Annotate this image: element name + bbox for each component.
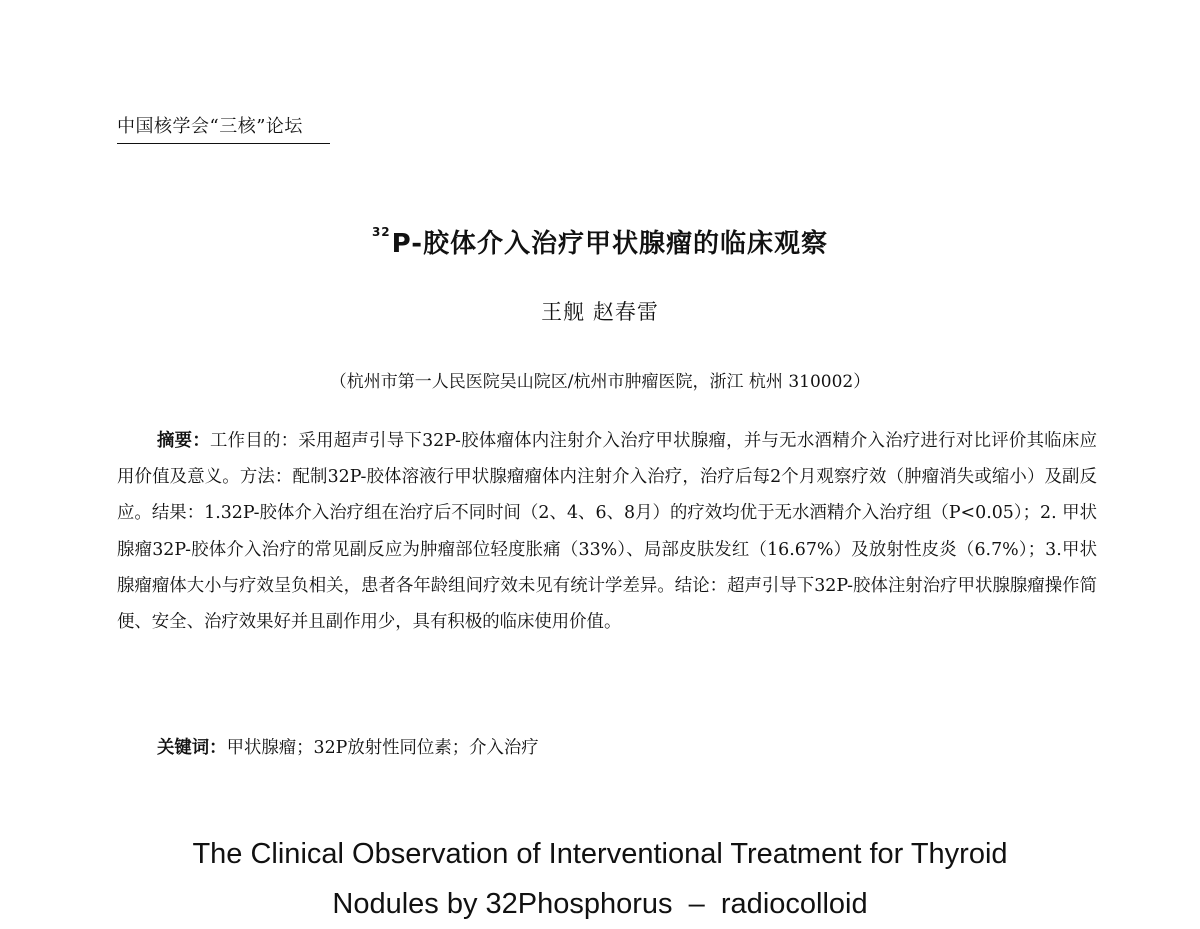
abstract-label: 摘要： — [157, 431, 211, 451]
keywords-text: 甲状腺瘤；32P放射性同位素；介入治疗 — [226, 738, 539, 758]
affiliation: （杭州市第一人民医院吴山院区/杭州市肿瘤医院，浙江 杭州 310002） — [329, 372, 871, 392]
abstract — [117, 423, 1097, 640]
isotope-superscript: 32 — [371, 225, 391, 239]
authors: 王舰 赵春雷 — [541, 300, 659, 324]
english-title — [0, 829, 1200, 929]
chinese-title — [0, 223, 1200, 260]
section-underline — [117, 143, 330, 144]
section-label: 中国核学会“三核”论坛 — [117, 116, 303, 137]
abstract-text: 工作目的：采用超声引导下32P-胶体瘤体内注射介入治疗甲状腺瘤，并与无水酒精介入治疗进行对比评价其临床应用价值及意义。方法：配制32P-胶体溶液行甲状腺瘤瘤体内注射介入治疗，治疗后每2个月观察疗效（肿瘤消失或缩小）及副反应。结果：1.32P-胶体介入治疗组在治疗后不同时间（2、4、6、8月）的疗效均优于无水酒精介入治疗组（P<0.05）；2. 甲状腺瘤32P-胶体介入治疗的常见副反应为肿瘤部位轻度胀痛（33%）、局部皮肤发红（16.67%）及放射性皮炎（6.7%）；3.甲状腺瘤瘤体大小与疗效呈负相关，患者各年龄组间疗效未见有统计学差异。结论：超声引导下32P-胶体注射治疗甲状腺腺瘤操作简便、安全、治疗效果好并且副作用少，具有积极的临床使用价值。 — [117, 431, 1097, 633]
english-title-line1: The Clinical Observation of Interventional Treatment for Thyroid — [192, 838, 1008, 870]
english-title-line2: Nodules by 32Phosphorus – radiocolloid — [332, 888, 868, 920]
chinese-title-text: P-胶体介入治疗甲状腺瘤的临床观察 — [391, 229, 829, 259]
keywords-label: 关键词： — [157, 738, 227, 758]
keywords — [157, 733, 539, 758]
